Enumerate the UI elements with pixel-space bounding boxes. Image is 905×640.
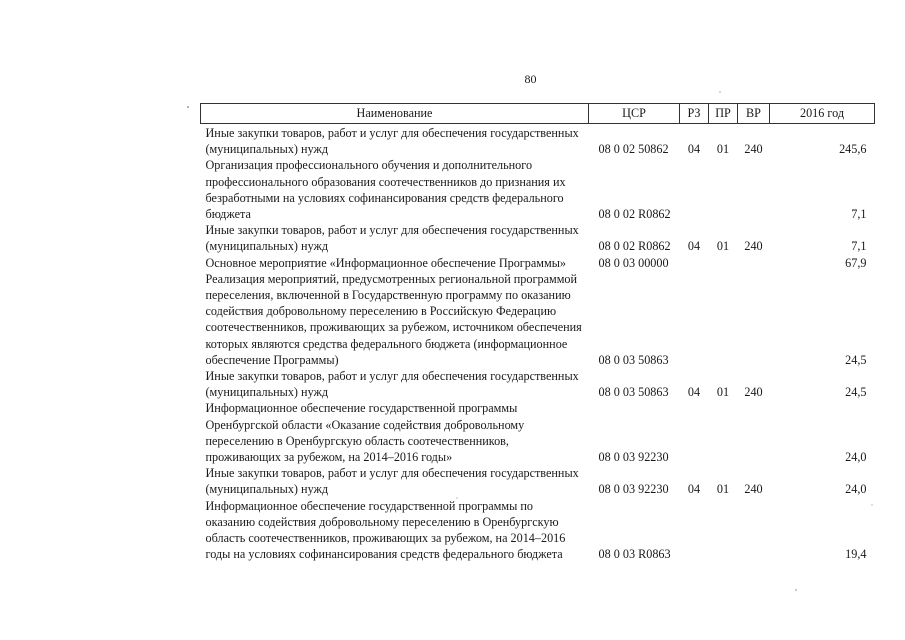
budget-table <box>200 103 875 562</box>
row-rz: 04 <box>687 239 701 254</box>
row-rz <box>680 498 709 563</box>
row-amount: 24,0 <box>845 450 867 465</box>
table-row <box>201 222 875 254</box>
table-row <box>201 368 875 400</box>
row-csr: 08 0 02 R0862 <box>598 239 671 254</box>
header-vr: ВР <box>738 104 770 124</box>
row-csr: 08 0 03 R0863 <box>598 547 671 562</box>
header-name: Наименование <box>201 104 589 124</box>
row-vr <box>738 157 770 222</box>
scan-speck <box>187 106 189 108</box>
table-header <box>201 104 875 124</box>
row-vr <box>738 255 770 271</box>
row-amount: 24,5 <box>845 385 867 400</box>
row-amount: 24,0 <box>845 482 867 497</box>
row-name: Организация профессионального обучения и дополнительного профессионального образования соотечественников до признания их безработными на условиях софинансирования средств федерального бюджета <box>205 158 566 222</box>
table-row <box>201 255 875 271</box>
row-pr <box>709 255 738 271</box>
row-name: Иные закупки товаров, работ и услуг для обеспечения государственных (муниципальных) нужд <box>205 466 579 497</box>
table-row <box>201 124 875 158</box>
row-csr: 08 0 03 92230 <box>598 450 669 465</box>
row-rz: 04 <box>687 385 701 400</box>
table-row <box>201 271 875 368</box>
row-pr: 01 <box>716 239 730 254</box>
row-vr <box>738 271 770 368</box>
row-amount: 24,5 <box>845 352 867 367</box>
row-name: Основное мероприятие «Информационное обеспечение Программы» <box>205 255 567 270</box>
row-pr: 01 <box>716 482 730 497</box>
row-csr: 08 0 03 00000 <box>598 255 669 270</box>
header-rz: РЗ <box>680 104 709 124</box>
row-amount: 19,4 <box>845 547 867 562</box>
row-csr: 08 0 03 50863 <box>598 385 669 400</box>
row-vr <box>738 400 770 465</box>
row-amount: 245,6 <box>839 142 867 157</box>
row-csr: 08 0 02 50862 <box>598 142 669 157</box>
row-name: Иные закупки товаров, работ и услуг для обеспечения государственных (муниципальных) нужд <box>205 126 579 157</box>
row-vr <box>738 498 770 563</box>
header-amount: 2016 год <box>770 104 875 124</box>
row-vr: 240 <box>744 482 763 497</box>
header-csr: ЦСР <box>589 104 680 124</box>
scan-speck <box>719 91 720 92</box>
row-pr: 01 <box>716 385 730 400</box>
row-rz: 04 <box>687 482 701 497</box>
row-rz <box>680 400 709 465</box>
row-vr: 240 <box>744 142 763 157</box>
header-pr: ПР <box>709 104 738 124</box>
row-rz <box>680 255 709 271</box>
table-row <box>201 157 875 222</box>
row-csr: 08 0 03 92230 <box>598 482 669 497</box>
row-name: Иные закупки товаров, работ и услуг для обеспечения государственных (муниципальных) нужд <box>205 223 579 254</box>
row-name: Реализация мероприятий, предусмотренных региональной программой переселения, включенной в Государственную программу по оказанию содействия добровольному переселению в Российскую Федерацию соотечественников, проживающих за рубежом, источником обеспечения которых являются средства федерального бюджета (информационное обеспечение Программы) <box>205 271 582 367</box>
scan-speck <box>795 589 796 590</box>
row-pr <box>709 271 738 368</box>
row-pr <box>709 157 738 222</box>
row-rz: 04 <box>687 142 701 157</box>
row-name: Информационное обеспечение государственной программы Оренбургской области «Оказание содействия добровольному переселению в Оренбургскую область соотечественников, проживающих за рубежом, на 2014–2016 годы» <box>205 401 525 465</box>
table-row <box>201 465 875 497</box>
table-row <box>201 498 875 563</box>
row-name: Иные закупки товаров, работ и услуг для обеспечения государственных (муниципальных) нужд <box>205 369 579 400</box>
row-csr: 08 0 03 50863 <box>598 352 669 367</box>
header-row <box>201 104 875 124</box>
row-pr: 01 <box>716 142 730 157</box>
row-rz <box>680 271 709 368</box>
table-body <box>201 124 875 563</box>
page-number: 80 <box>524 72 537 86</box>
row-vr: 240 <box>744 385 763 400</box>
row-rz <box>680 157 709 222</box>
table-row <box>201 400 875 465</box>
row-amount: 7,1 <box>851 207 867 222</box>
row-pr <box>709 400 738 465</box>
row-amount: 7,1 <box>851 239 867 254</box>
row-csr: 08 0 02 R0862 <box>598 207 671 222</box>
row-name: Информационное обеспечение государственной программы по оказанию содействия добровольному переселению в Оренбургскую область соотечественников, проживающих за рубежом, на 2014–2016 годы на условиях софинансирования средств федерального бюджета <box>205 498 566 562</box>
row-pr <box>709 498 738 563</box>
row-amount: 67,9 <box>845 255 867 270</box>
row-vr: 240 <box>744 239 763 254</box>
